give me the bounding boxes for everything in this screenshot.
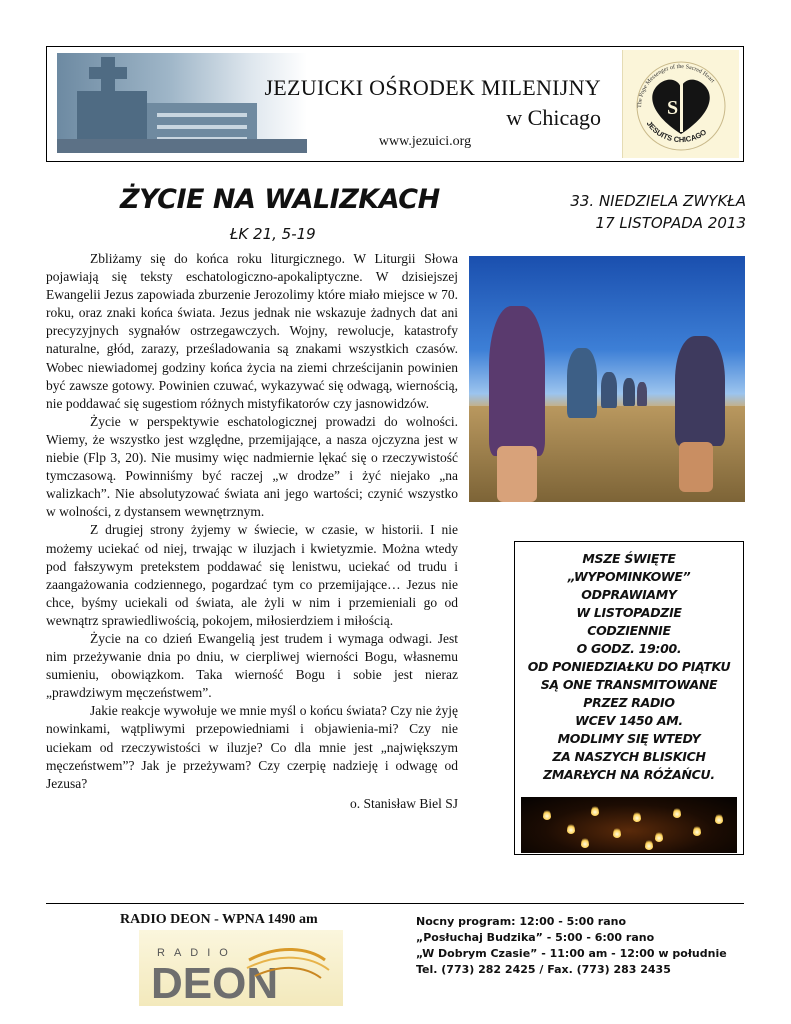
- mass-announcement-box: [514, 541, 744, 855]
- contact-phone-fax: Tel. (773) 282 2425 / Fax. (773) 283 2435: [416, 963, 671, 976]
- radio-deon-logo: [139, 930, 343, 1006]
- liturgical-date: [520, 190, 746, 234]
- announcement-line: MODLIMY SIĘ WTEDY: [557, 731, 701, 746]
- announcement-line: „WYPOMINKOWE”: [567, 569, 691, 584]
- church-building-image: [57, 53, 307, 153]
- announcement-line: WCEV 1450 AM.: [575, 713, 683, 728]
- logo-monogram: S: [667, 97, 679, 119]
- announcement-line: ZMARŁYCH NA RÓŻAŃCU.: [543, 767, 715, 782]
- logo-bottom-text: JESUITS CHICAGO: [644, 119, 709, 145]
- hikers-photo: [469, 256, 745, 502]
- liturgical-day: 33. NIEDZIELA ZWYKŁA: [570, 192, 746, 210]
- deon-logo-graphic: [139, 930, 343, 1006]
- header-subtitle: w Chicago: [506, 105, 601, 130]
- candles-image: [521, 797, 737, 853]
- schedule-line: Nocny program: 12:00 - 5:00 rano: [416, 915, 627, 928]
- logo-arc-text: The Pope Messenger of the Sacred Heart: [636, 63, 716, 109]
- article-paragraph: Jakie reakcje wywołuje we mnie myśl o końcu świata? Czy nie żyję nowinkami, wątpliwymi przepowiedniami i objawienia-mi? Czy nie uciekam od rzeczywistości w iluzje? Co dla mnie jest „największym męczeństwem”? Jak je przeżywam? Czy czerpię nadzieję i odwagę od Jezusa?: [46, 703, 458, 791]
- article-paragraph: Życie na co dzień Ewangelią jest trudem i wymaga odwagi. Jest nim przeżywanie dnia po dniu, w cierpliwej wierności Bogu, własnemu sumieniu, obowiązkom. Taka wierność Bogu i sobie jest nieraz „prawdziwym męczeństwem”.: [46, 630, 458, 701]
- publication-date: 17 LISTOPADA 2013: [595, 214, 746, 232]
- announcement-line: O GODZ. 19:00.: [576, 641, 682, 656]
- header-title: JEZUICKI OŚRODEK MILENIJNY: [264, 75, 601, 100]
- website-link[interactable]: www.jezuici.org: [378, 134, 472, 149]
- jesuits-chicago-logo: [622, 50, 739, 158]
- announcement-line: MSZE ŚWIĘTE: [582, 551, 676, 566]
- announcement-line: SĄ ONE TRANSMITOWANE: [540, 677, 718, 692]
- radio-station-title: RADIO DEON - WPNA 1490 am: [120, 912, 318, 927]
- scripture-reference: ŁK 21, 5-19: [230, 225, 316, 243]
- announcement-line: ZA NASZYCH BLISKICH: [552, 749, 706, 764]
- announcement-line: ODPRAWIAMY: [581, 587, 677, 602]
- article-body: [46, 250, 458, 813]
- announcement-line: W LISTOPADZIE: [576, 605, 682, 620]
- announcement-line: CODZIENNIE: [587, 623, 671, 638]
- article-paragraph: Zbliżamy się do końca roku liturgicznego. W Liturgii Słowa pojawiają się teksty eschatologiczno-apokaliptyczne. W dzisiejszej Ewangelii Jezus zapowiada zburzenie Jerozolimy które miało miejsce w 70. roku, oraz znaki końca świata. Jezus jednak nie wskazuje żadnych dat ani precyzyjnych sygnałów ostrzegawczych. Wojny, rewolucje, katastrofy naturalne, głód, zarazy, prześladowania są znakami wszystkich czasów. Wobec niewiadomej godziny końca życia na ziemi chrześcijanin powinien być zawsze gotowy. Powinien czuwać, wykazywać się odwagą, wiernością, nie poddawać się sugestiom różnych mistyfikatorów czy jasnowidzów.: [46, 251, 458, 411]
- radio-schedule: [416, 914, 746, 978]
- announcement-line: PRZEZ RADIO: [583, 695, 675, 710]
- schedule-line: „W Dobrym Czasie” - 11:00 am - 12:00 w południe: [416, 947, 727, 960]
- deon-logo-top-word: RADIO: [157, 947, 237, 959]
- article-title: ŻYCIE NA WALIZKACH: [120, 184, 440, 215]
- article-paragraph: Z drugiej strony żyjemy w świecie, w czasie, w historii. I nie możemy uciekać od niej, trwając w iluzjach i kwietyzmie. Można wtedy pod fałszywym pretekstem poddawać się lenistwu, uciekać od trudu i zaangażowania codziennego, pogardzać tym co przemijające… Jezus nie chce, byśmy uciekali od świata, ale żyli w nim i przemieniali go od wewnątrz sprawiedliwością, pokojem, miłosierdziem i miłością.: [46, 522, 458, 628]
- article-paragraph: Życie w perspektywie eschatologicznej prowadzi do wolności. Wiemy, że wszystko jest względne, przemijające, a nasza ojczyzna jest w niebie (Flp 3, 20). Nie musimy więc nadmiernie lękać się o rzeczywistość tymczasową. Powinniśmy być raczej „w drodze” i żyć niejako „na walizkach”. Nie absolutyzować świata ani jego wartości; czynić wszystko w wolności, z dystansem wewnętrznym.: [46, 413, 458, 520]
- schedule-line: „Posłuchaj Budzika” - 5:00 - 6:00 rano: [416, 931, 655, 944]
- mass-announcement-text: [515, 550, 743, 784]
- article-author: o. Stanisław Biel SJ: [349, 795, 458, 811]
- announcement-line: OD PONIEDZIAŁKU DO PIĄTKU: [527, 659, 731, 674]
- deon-logo-main-word: DEON: [151, 959, 279, 1006]
- jesuits-logo-graphic: [623, 50, 739, 158]
- footer-divider: [46, 903, 744, 904]
- header-banner: [46, 46, 744, 162]
